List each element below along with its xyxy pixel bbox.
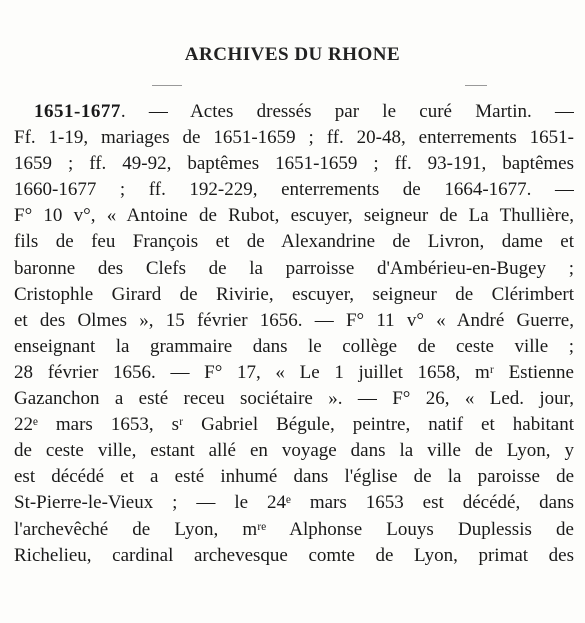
entry-line-7: baronne des Clefs de la parroisse d'Ambérieu-en-Bugey ; xyxy=(14,257,574,279)
entry-line-4: 1660-1677 ; ff. 192-229, enterrements de 1664-1677. — xyxy=(14,179,574,201)
entry-line-2: Ff. 1-19, mariages de 1651-1659 ; ff. 20-48, enterrements 1651- xyxy=(14,127,574,149)
entry-line-16: St-Pierre-le-Vieux ; — le 24ᵉ mars 1653 est décédé, dans xyxy=(14,492,574,514)
entry-line-12: Gazanchon a esté receu sociétaire ». — F° 26, « Led. jour, xyxy=(14,388,574,410)
entry-line-3: 1659 ; ff. 49-92, baptêmes 1651-1659 ; ff. 93-191, baptêmes xyxy=(14,153,574,175)
header-rule-left xyxy=(152,85,182,86)
entry-line-17: l'archevêché de Lyon, mʳᵉ Alphonse Louys Duplessis de xyxy=(14,518,574,540)
entry-line-6: fils de feu François et de Alexandrine de Livron, dame et xyxy=(14,231,574,253)
entry-line-14: de ceste ville, estant allé en voyage dans la ville de Lyon, y xyxy=(14,440,574,462)
entry-line-10: enseignant la grammaire dans le collège de ceste ville ; xyxy=(14,335,574,357)
entry-line-15: est décédé et a esté inhumé dans l'église de la paroisse de xyxy=(14,466,574,488)
archive-entry xyxy=(14,99,574,569)
entry-line-8: Cristophle Girard de Rivirie, escuyer, seigneur de Clérimbert xyxy=(14,283,574,305)
page-header-title: ARCHIVES DU RHONE xyxy=(184,44,401,65)
entry-line-13: 22ᵉ mars 1653, sʳ Gabriel Bégule, peintre, natif et habitant xyxy=(14,414,574,436)
entry-date-range: 1651-1677 xyxy=(34,101,121,122)
header-rule-right xyxy=(465,85,487,86)
entry-heading-text: . — Actes dressés par le curé Martin. — xyxy=(120,101,574,122)
entry-line-5: F° 10 v°, « Antoine de Rubot, escuyer, seigneur de La Thullière, xyxy=(14,205,574,227)
entry-line-9: et des Olmes », 15 février 1656. — F° 11 v° « André Guerre, xyxy=(14,309,574,331)
entry-line-18: Richelieu, cardinal archevesque comte de Lyon, primat des xyxy=(14,544,574,566)
entry-line-11: 28 février 1656. — F° 17, « Le 1 juillet 1658, mʳ Estienne xyxy=(14,361,574,383)
entry-line-1 xyxy=(14,99,574,125)
